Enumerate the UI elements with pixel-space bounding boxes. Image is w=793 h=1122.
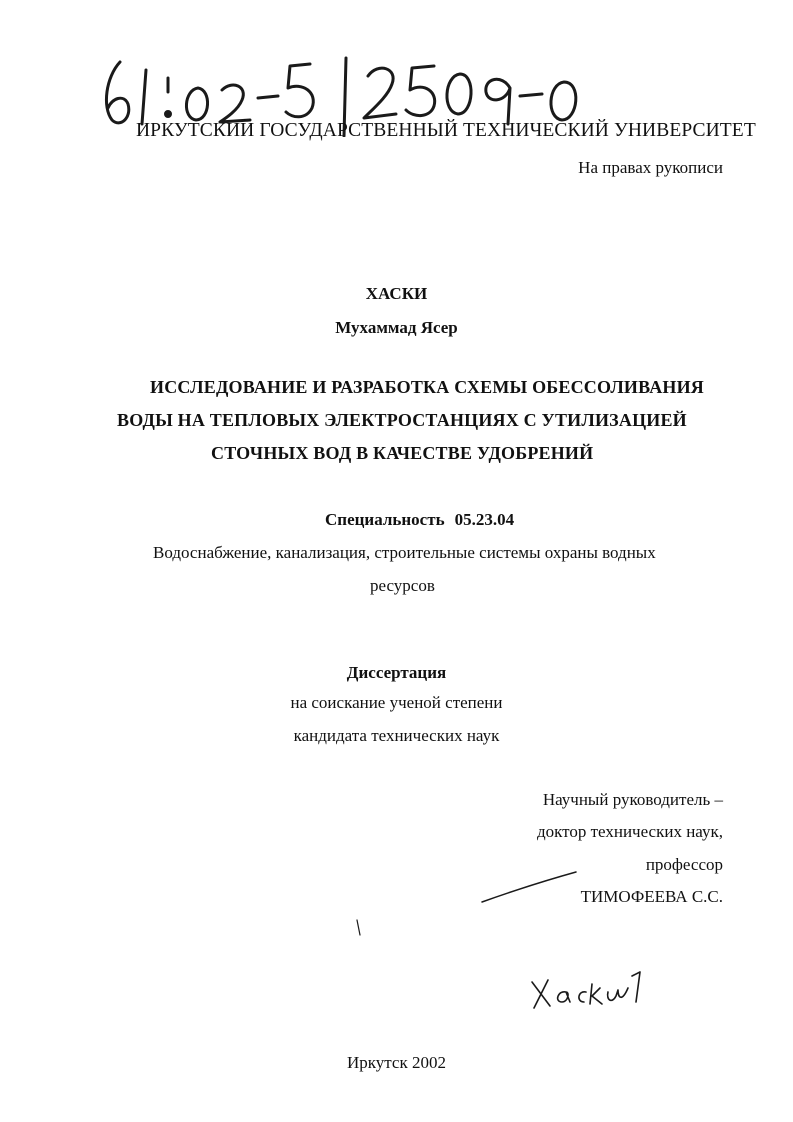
degree-line-2: кандидата технических наук [293,726,500,745]
manuscript-note: На правах рукописи [578,158,723,177]
specialty-label: Специальность [325,510,445,529]
supervisor-degree: доктор технических наук, [536,822,723,841]
specialty-description-line-2: ресурсов [370,576,435,595]
specialty-description-line-1: Водоснабжение, канализация, строительные системы охраны водных [153,543,656,562]
thesis-title-line-2: ВОДЫ НА ТЕПЛОВЫХ ЭЛЕКТРОСТАНЦИЯХ С УТИЛИЗАЦИЕЙ [117,410,687,430]
author-surname: ХАСКИ [365,284,428,303]
work-type: Диссертация [346,663,447,682]
author-name: Мухаммад Ясер [335,318,458,337]
degree-line-1: на соискание ученой степени [290,693,503,712]
supervisor-signature-stroke [480,868,580,908]
supervisor-role: Научный руководитель – [542,790,723,809]
stray-pen-mark [354,918,364,938]
author-handwritten-signature [528,962,648,1012]
specialty [325,510,514,530]
university-name: ИРКУТСКИЙ ГОСУДАРСТВЕННЫЙ ТЕХНИЧЕСКИЙ УНИВЕРСИТЕТ [136,120,756,141]
city-and-year: Иркутск 2002 [347,1053,446,1072]
thesis-title-line-3: СТОЧНЫХ ВОД В КАЧЕСТВЕ УДОБРЕНИЙ [211,443,594,463]
supervisor-name: ТИМОФЕЕВА С.С. [580,887,723,906]
supervisor-title: профессор [645,855,723,874]
specialty-code: 05.23.04 [454,510,515,529]
thesis-title-line-1: ИССЛЕДОВАНИЕ И РАЗРАБОТКА СХЕМЫ ОБЕССОЛИВАНИЯ [150,377,705,397]
